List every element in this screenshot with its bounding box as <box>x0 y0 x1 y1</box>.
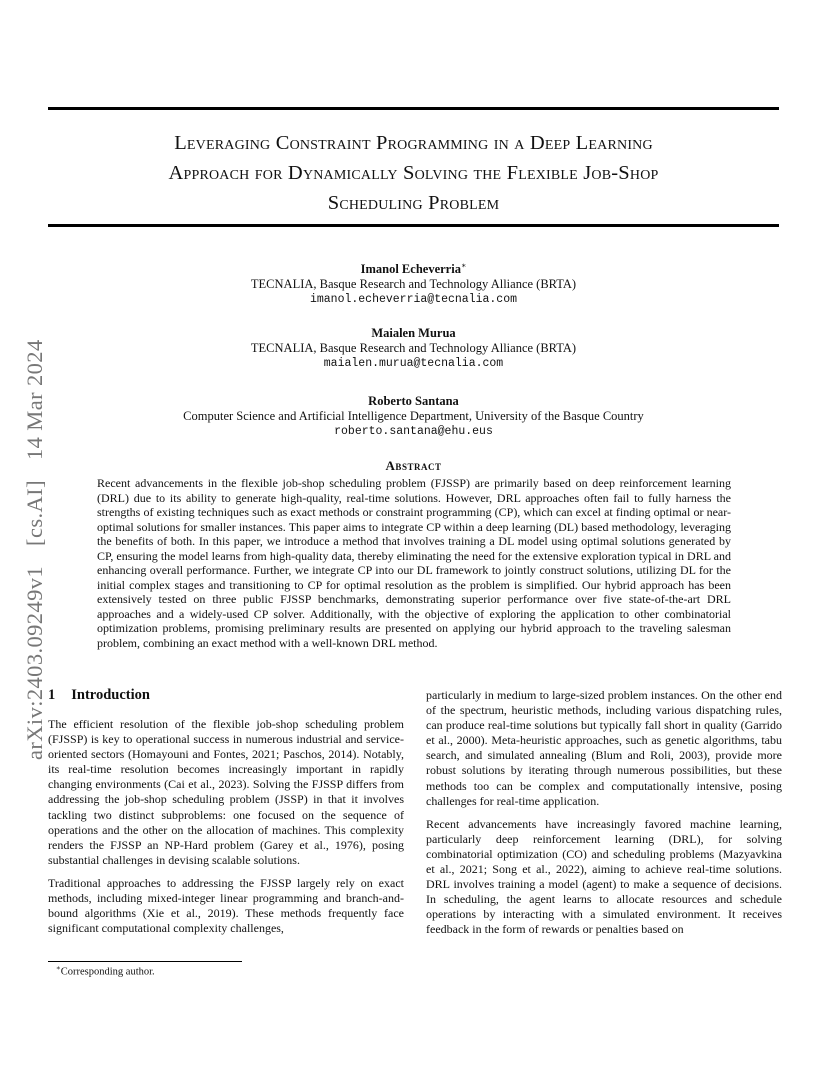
section-title: Introduction <box>71 687 150 703</box>
title-line-1: Leveraging Constraint Programming in a Deep Learning <box>174 132 653 154</box>
arxiv-id: arXiv:2403.09249v1 <box>22 565 47 760</box>
paragraph: Recent advancements have increasingly favored machine learning, particularly deep reinforcement learning (DRL), for solving combinatorial optimization (CO) and scheduling problems (Mazyavkina et al., 2021; Song et al., 2022), aiming to achieve real-time solutions. DRL involves training a model (agent) to make a sequence of decisions. In scheduling, the agent learns to allocate resources and schedule operations by interacting with a simulated environment. It receives feedback in the form of rewards or penalties based on <box>426 816 782 937</box>
arxiv-date: 14 Mar 2024 <box>22 339 47 461</box>
title-line-3: Scheduling Problem <box>327 192 500 214</box>
author-footnote-mark: ∗ <box>460 261 467 270</box>
abstract-heading: Abstract <box>385 458 442 473</box>
footnote-text: Corresponding author. <box>60 966 155 978</box>
author-block-2 <box>48 326 779 371</box>
paragraph: particularly in medium to large-sized problem instances. On the other end of the spectrum, heuristic methods, including various dispatching rules, can produce real-time solutions but typically fall short in quality (Garrido et al., 2000). Meta-heuristic approaches, such as genetic algorithms, tabu search, and simulated annealing (Blum and Roli, 2003), provide more robust solutions by iterating through numerous possibilities, but these methods too can be complex and computationally intensive, posing challenges for real-time application. <box>426 688 782 808</box>
author-email[interactable]: imanol.echeverria@tecnalia.com <box>309 293 518 307</box>
footnote-rule <box>48 961 242 962</box>
paper-title <box>48 128 779 218</box>
arxiv-category: [cs.AI] <box>22 480 47 546</box>
author-name: Maialen Murua <box>371 326 456 340</box>
author-affiliation: TECNALIA, Basque Research and Technology Alliance (BRTA) <box>250 341 577 355</box>
section-number: 1 <box>48 687 56 703</box>
author-email[interactable]: maialen.murua@tecnalia.com <box>323 357 504 370</box>
author-name: Imanol Echeverria <box>360 262 461 277</box>
arxiv-sidebar-stamp <box>22 339 48 760</box>
author-affiliation: TECNALIA, Basque Research and Technology Alliance (BRTA) <box>250 277 577 292</box>
author-affiliation: Computer Science and Artificial Intelligence Department, University of the Basque Country <box>183 409 644 423</box>
author-block-1 <box>48 258 779 307</box>
paragraph: Traditional approaches to addressing the FJSSP largely rely on exact methods, including mixed-integer linear programming and branch-and-bound algorithms (Xie et al., 2019). These methods frequently face significant computational complexity challenges, <box>48 875 404 936</box>
title-line-2: Approach for Dynamically Solving the Flexible Job-Shop <box>168 162 659 184</box>
paragraph: The efficient resolution of the flexible job-shop scheduling problem (FJSSP) is key to operational success in numerous industrial and service-oriented sectors (Homayouni and Fontes, 2021; Paschos, 2014). Notably, its real-time resolution becomes increasingly important in rapidly changing environments (Cai et al., 2023). Solving the FJSSP differs from addressing the job-shop scheduling problem (JSSP) in that it involves tackling two distinct subproblems: one focused on the sequence of operations and the other on the allocation of machines. This complexity renders the FJSSP an NP-Hard problem (Garey et al., 1976), posing substantial challenges in devising scalable solutions. <box>48 717 404 867</box>
title-bottom-rule <box>48 224 779 227</box>
abstract-text: Recent advancements in the flexible job-shop scheduling problem (FJSSP) are primarily based on deep reinforcement learning (DRL) due to its ability to generate high-quality, real-time solutions. However, DRL approaches often fail to fully harness the strengths of existing techniques such as exact methods or constraint programming (CP), which can excel at finding optimal or near-optimal solutions for smaller instances. This paper aims to integrate CP within a deep learning (DL) based methodology, leveraging the benefits of both. In this paper, we introduce a method that involves training a DL model using optimal solutions generated by CP, ensuring the model learns from high-quality data, thereby eliminating the need for the extensive exploration typical in DRL and enhancing overall performance. Further, we integrate CP into our DL framework to jointly construct solutions, utilizing DL for the initial complex stages and transitioning to CP for optimal resolution as the problem is simplified. Our hybrid approach has been extensively tested on three public FJSSP benchmarks, demonstrating superior performance over five state-of-the-art DRL approaches and a widely-used CP solver. Additionally, with the objective of exploring the application to other combinatorial optimization problems, promising preliminary results are presented on applying our hybrid approach to the traveling salesman problem, combining an exact method with a well-known DRL method. <box>97 476 731 650</box>
author-name: Roberto Santana <box>368 394 459 408</box>
author-email[interactable]: roberto.santana@ehu.eus <box>334 425 493 438</box>
footnote-mark: ∗ <box>56 964 61 972</box>
section-heading <box>48 687 150 704</box>
title-top-rule <box>48 107 779 110</box>
right-column <box>426 688 782 944</box>
left-column <box>48 717 404 942</box>
footnote <box>56 964 155 978</box>
author-block-3 <box>48 394 779 439</box>
